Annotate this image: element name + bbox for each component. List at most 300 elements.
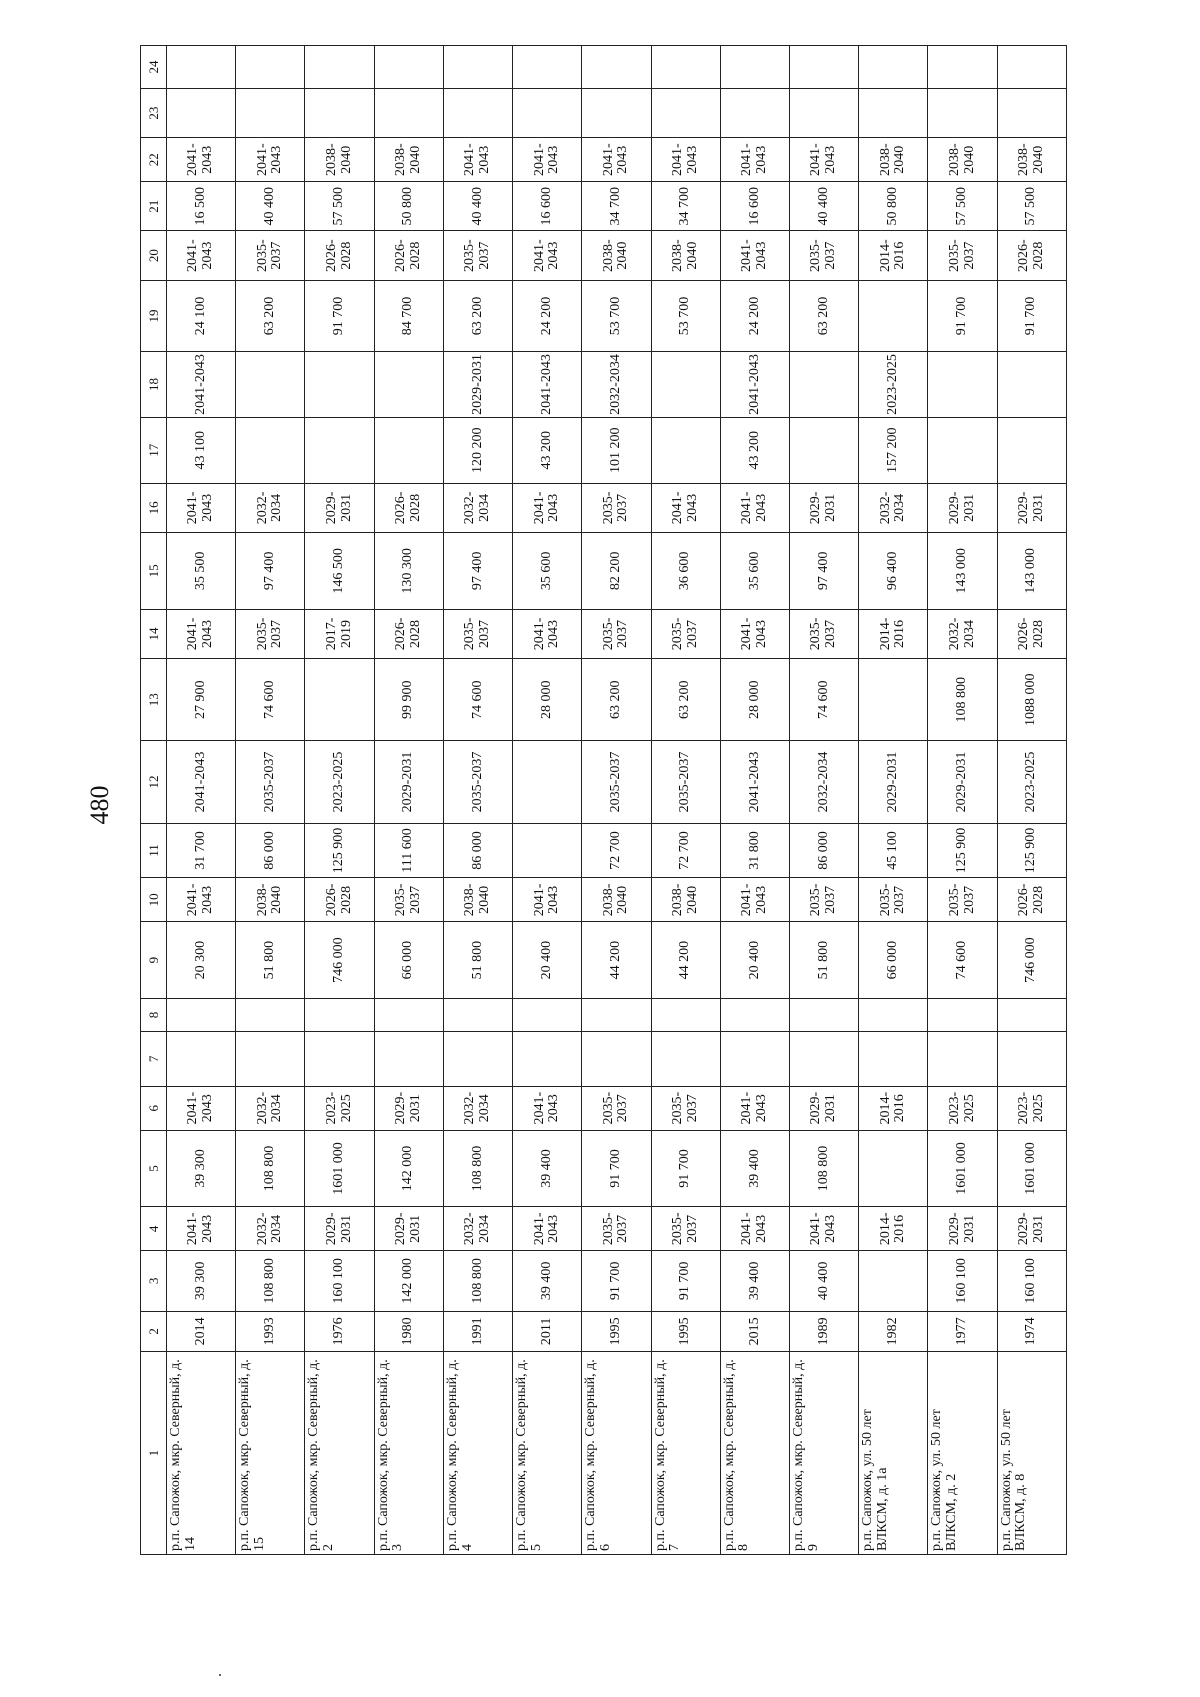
table-cell: 2041-2043 bbox=[167, 352, 236, 418]
table-cell: 16 600 bbox=[720, 182, 789, 231]
table-cell: 2041-2043 bbox=[513, 483, 582, 532]
table-cell bbox=[513, 741, 582, 823]
table-cell: 20 400 bbox=[720, 922, 789, 999]
table-cell: 2026-2028 bbox=[997, 231, 1066, 280]
table-cell: 2041-2043 bbox=[167, 483, 236, 532]
table-cell: 2041-2043 bbox=[513, 1207, 582, 1251]
table-cell bbox=[167, 999, 236, 1032]
table-cell: 2032-2034 bbox=[443, 1086, 512, 1130]
table-cell: 2023-2025 bbox=[997, 1086, 1066, 1130]
table-cell: 101 200 bbox=[582, 417, 651, 483]
table-cell bbox=[236, 417, 305, 483]
column-number-18: 18 bbox=[141, 352, 167, 418]
address-cell: р.п. Сапожок, мкр. Северный, д. 7 bbox=[651, 1352, 720, 1555]
table-cell: 40 400 bbox=[789, 182, 858, 231]
table-cell: 108 800 bbox=[236, 1251, 305, 1311]
table-cell: 2035-2037 bbox=[789, 878, 858, 922]
table-cell: 2038-2040 bbox=[582, 231, 651, 280]
table-cell: 2035-2037 bbox=[928, 878, 997, 922]
table-cell: 2038-2040 bbox=[305, 138, 374, 182]
table-cell bbox=[305, 352, 374, 418]
table-cell: 125 900 bbox=[997, 823, 1066, 878]
table-cell: 2014 bbox=[167, 1311, 236, 1352]
table-cell: 31 800 bbox=[720, 823, 789, 878]
table-cell: 63 200 bbox=[651, 659, 720, 741]
table-cell: 2035-2037 bbox=[236, 741, 305, 823]
table-cell bbox=[443, 999, 512, 1032]
table-cell: 2038-2040 bbox=[651, 878, 720, 922]
table-cell: 2032-2034 bbox=[928, 609, 997, 658]
table-cell: 2041-2043 bbox=[720, 609, 789, 658]
table-cell: 2035-2037 bbox=[582, 1086, 651, 1130]
address-cell: р.п. Сапожок, мкр. Северный, д. 4 bbox=[443, 1352, 512, 1555]
table-cell: 51 800 bbox=[236, 922, 305, 999]
table-cell: 1088 000 bbox=[997, 659, 1066, 741]
table-cell bbox=[859, 280, 928, 351]
table-cell: 39 300 bbox=[167, 1251, 236, 1311]
table-cell: 24 200 bbox=[720, 280, 789, 351]
table-cell bbox=[167, 1031, 236, 1086]
table-cell bbox=[859, 1130, 928, 1207]
table-cell bbox=[305, 88, 374, 137]
table-row bbox=[236, 46, 305, 1555]
table-cell: 2026-2028 bbox=[374, 483, 443, 532]
table-cell bbox=[582, 46, 651, 89]
address-cell: р.п. Сапожок, ул. 50 лет ВЛКСМ, д. 2 bbox=[928, 1352, 997, 1555]
table-cell bbox=[928, 46, 997, 89]
header-row bbox=[141, 46, 167, 1555]
table-row bbox=[997, 46, 1066, 1555]
table-cell: 2041-2043 bbox=[513, 878, 582, 922]
table-cell bbox=[443, 1031, 512, 1086]
table-cell: 91 700 bbox=[305, 280, 374, 351]
column-number-17: 17 bbox=[141, 417, 167, 483]
table-cell: 91 700 bbox=[582, 1251, 651, 1311]
table-cell: 74 600 bbox=[789, 659, 858, 741]
table-cell: 2041-2043 bbox=[789, 1207, 858, 1251]
table-cell: 2041-2043 bbox=[720, 1207, 789, 1251]
table-cell: 2026-2028 bbox=[374, 609, 443, 658]
table-cell: 2035-2037 bbox=[651, 1086, 720, 1130]
table-cell bbox=[651, 46, 720, 89]
table-cell: 160 100 bbox=[928, 1251, 997, 1311]
table-cell: 143 000 bbox=[997, 533, 1066, 610]
table-cell: 2029-2031 bbox=[443, 352, 512, 418]
table-cell: 2029-2031 bbox=[374, 1086, 443, 1130]
table-row bbox=[443, 46, 512, 1555]
table-cell: 2026-2028 bbox=[997, 878, 1066, 922]
table-cell: 40 400 bbox=[443, 182, 512, 231]
address-cell: р.п. Сапожок, мкр. Северный, д. 3 bbox=[374, 1352, 443, 1555]
table-cell: 51 800 bbox=[789, 922, 858, 999]
table-cell bbox=[789, 999, 858, 1032]
scan-speck bbox=[219, 1674, 221, 1676]
table-cell: 57 500 bbox=[928, 182, 997, 231]
address-cell: р.п. Сапожок, мкр. Северный, д. 2 bbox=[305, 1352, 374, 1555]
table-cell: 24 200 bbox=[513, 280, 582, 351]
table-cell: 74 600 bbox=[236, 659, 305, 741]
column-number-7: 7 bbox=[141, 1031, 167, 1086]
address-cell: р.п. Сапожок, ул. 50 лет ВЛКСМ, д. 1а bbox=[859, 1352, 928, 1555]
column-number-23: 23 bbox=[141, 88, 167, 137]
table-cell: 66 000 bbox=[374, 922, 443, 999]
column-number-12: 12 bbox=[141, 741, 167, 823]
table-row bbox=[582, 46, 651, 1555]
table-cell: 2029-2031 bbox=[374, 1207, 443, 1251]
table-cell bbox=[789, 352, 858, 418]
table-cell: 2041-2043 bbox=[167, 878, 236, 922]
table-cell: 2026-2028 bbox=[374, 231, 443, 280]
table-cell: 2041-2043 bbox=[720, 1086, 789, 1130]
table-cell: 2029-2031 bbox=[305, 483, 374, 532]
table-cell: 2035-2037 bbox=[236, 231, 305, 280]
table-cell: 2029-2031 bbox=[928, 483, 997, 532]
column-number-14: 14 bbox=[141, 609, 167, 658]
table-cell: 2032-2034 bbox=[582, 352, 651, 418]
table-cell bbox=[167, 88, 236, 137]
table-cell bbox=[513, 88, 582, 137]
table-cell: 2035-2037 bbox=[928, 231, 997, 280]
table-cell: 66 000 bbox=[859, 922, 928, 999]
table-cell: 63 200 bbox=[789, 280, 858, 351]
table-cell: 2029-2031 bbox=[928, 741, 997, 823]
table-cell: 2035-2037 bbox=[651, 741, 720, 823]
table-cell: 2014-2016 bbox=[859, 609, 928, 658]
table-cell bbox=[651, 999, 720, 1032]
table-cell bbox=[997, 352, 1066, 418]
table-cell: 2038-2040 bbox=[236, 878, 305, 922]
table-cell: 2038-2040 bbox=[997, 138, 1066, 182]
table-cell bbox=[374, 46, 443, 89]
table-cell: 2041-2043 bbox=[720, 741, 789, 823]
table-cell bbox=[720, 999, 789, 1032]
table-cell: 2023-2025 bbox=[997, 741, 1066, 823]
table-cell: 50 800 bbox=[859, 182, 928, 231]
table-cell: 2015 bbox=[720, 1311, 789, 1352]
table-cell bbox=[789, 417, 858, 483]
table-cell: 2035-2037 bbox=[236, 609, 305, 658]
table-cell bbox=[789, 88, 858, 137]
table-cell: 36 600 bbox=[651, 533, 720, 610]
table-cell: 1991 bbox=[443, 1311, 512, 1352]
table-cell: 44 200 bbox=[651, 922, 720, 999]
table-cell bbox=[859, 88, 928, 137]
table-cell: 108 800 bbox=[443, 1130, 512, 1207]
table-cell: 2041-2043 bbox=[167, 1207, 236, 1251]
table-cell bbox=[928, 1031, 997, 1086]
table-cell: 120 200 bbox=[443, 417, 512, 483]
table-cell: 2029-2031 bbox=[789, 483, 858, 532]
table-cell: 24 100 bbox=[167, 280, 236, 351]
address-cell: р.п. Сапожок, ул. 50 лет ВЛКСМ, д. 8 bbox=[997, 1352, 1066, 1555]
table-cell bbox=[236, 352, 305, 418]
table-cell: 2032-2034 bbox=[443, 1207, 512, 1251]
column-number-20: 20 bbox=[141, 231, 167, 280]
table-row bbox=[374, 46, 443, 1555]
table-cell: 108 800 bbox=[443, 1251, 512, 1311]
table-cell: 2035-2037 bbox=[443, 231, 512, 280]
table-cell: 108 800 bbox=[236, 1130, 305, 1207]
column-number-8: 8 bbox=[141, 999, 167, 1032]
table-cell: 35 500 bbox=[167, 533, 236, 610]
table-cell: 2041-2043 bbox=[236, 138, 305, 182]
table-cell bbox=[720, 46, 789, 89]
table-cell: 1976 bbox=[305, 1311, 374, 1352]
table-cell: 16 600 bbox=[513, 182, 582, 231]
table-cell: 2041-2043 bbox=[651, 138, 720, 182]
table-cell: 53 700 bbox=[651, 280, 720, 351]
table-cell: 1601 000 bbox=[997, 1130, 1066, 1207]
table-cell: 2041-2043 bbox=[167, 609, 236, 658]
table-cell: 2029-2031 bbox=[859, 741, 928, 823]
table-cell: 2011 bbox=[513, 1311, 582, 1352]
table-cell: 28 000 bbox=[513, 659, 582, 741]
table-cell: 2041-2043 bbox=[443, 138, 512, 182]
table-cell bbox=[859, 1031, 928, 1086]
table-cell bbox=[374, 999, 443, 1032]
table-cell: 16 500 bbox=[167, 182, 236, 231]
table-cell bbox=[928, 999, 997, 1032]
table-cell: 2026-2028 bbox=[305, 878, 374, 922]
table-cell: 53 700 bbox=[582, 280, 651, 351]
table-cell: 2041-2043 bbox=[167, 231, 236, 280]
table-row bbox=[167, 46, 236, 1555]
table-cell: 2041-2043 bbox=[513, 1086, 582, 1130]
table-cell: 2041-2043 bbox=[651, 483, 720, 532]
table-cell bbox=[928, 352, 997, 418]
table-cell: 2032-2034 bbox=[236, 1207, 305, 1251]
table-cell bbox=[305, 46, 374, 89]
table-cell: 39 400 bbox=[513, 1251, 582, 1311]
table-cell: 63 200 bbox=[443, 280, 512, 351]
table-cell: 39 400 bbox=[720, 1251, 789, 1311]
table-cell: 1982 bbox=[859, 1311, 928, 1352]
table-cell: 125 900 bbox=[928, 823, 997, 878]
table-cell: 35 600 bbox=[720, 533, 789, 610]
table-cell: 2035-2037 bbox=[582, 1207, 651, 1251]
table-cell: 43 200 bbox=[720, 417, 789, 483]
table-cell bbox=[859, 999, 928, 1032]
table-cell: 2026-2028 bbox=[997, 609, 1066, 658]
table-cell bbox=[443, 46, 512, 89]
table-cell bbox=[513, 1031, 582, 1086]
address-cell: р.п. Сапожок, мкр. Северный, д. 9 bbox=[789, 1352, 858, 1555]
table-cell: 39 400 bbox=[513, 1130, 582, 1207]
address-cell: р.п. Сапожок, мкр. Северный, д. 14 bbox=[167, 1352, 236, 1555]
table-cell bbox=[305, 1031, 374, 1086]
table-cell: 2041-2043 bbox=[720, 878, 789, 922]
table-cell bbox=[651, 352, 720, 418]
table-cell: 31 700 bbox=[167, 823, 236, 878]
table-cell bbox=[720, 1031, 789, 1086]
table-cell: 1974 bbox=[997, 1311, 1066, 1352]
table-cell: 2014-2016 bbox=[859, 1207, 928, 1251]
table-row bbox=[789, 46, 858, 1555]
table-cell: 34 700 bbox=[582, 182, 651, 231]
table-cell: 74 600 bbox=[928, 922, 997, 999]
table-cell: 99 900 bbox=[374, 659, 443, 741]
column-number-22: 22 bbox=[141, 138, 167, 182]
table-cell: 143 000 bbox=[928, 533, 997, 610]
table-row bbox=[651, 46, 720, 1555]
table-cell: 2029-2031 bbox=[997, 483, 1066, 532]
table-cell: 2035-2037 bbox=[789, 609, 858, 658]
table-cell: 746 000 bbox=[305, 922, 374, 999]
column-number-13: 13 bbox=[141, 659, 167, 741]
table-cell: 130 300 bbox=[374, 533, 443, 610]
table-cell: 40 400 bbox=[236, 182, 305, 231]
table-cell: 2041-2043 bbox=[513, 231, 582, 280]
table-cell: 746 000 bbox=[997, 922, 1066, 999]
table-cell: 27 900 bbox=[167, 659, 236, 741]
table-cell: 1601 000 bbox=[928, 1130, 997, 1207]
table-cell: 2032-2034 bbox=[236, 483, 305, 532]
page-number: 480 bbox=[85, 785, 114, 825]
table-cell: 2032-2034 bbox=[789, 741, 858, 823]
table-cell: 2038-2040 bbox=[928, 138, 997, 182]
data-table bbox=[140, 45, 1067, 1555]
address-cell: р.п. Сапожок, мкр. Северный, д. 15 bbox=[236, 1352, 305, 1555]
table-cell bbox=[236, 999, 305, 1032]
table-cell: 2035-2037 bbox=[443, 741, 512, 823]
table-cell: 2029-2031 bbox=[374, 741, 443, 823]
table-cell bbox=[651, 88, 720, 137]
table-cell: 28 000 bbox=[720, 659, 789, 741]
table-cell: 1980 bbox=[374, 1311, 443, 1352]
table-cell: 63 200 bbox=[236, 280, 305, 351]
column-number-4: 4 bbox=[141, 1207, 167, 1251]
table-cell: 43 100 bbox=[167, 417, 236, 483]
table-cell bbox=[997, 1031, 1066, 1086]
table-cell bbox=[374, 352, 443, 418]
rotated-table-container bbox=[140, 45, 1067, 1555]
column-number-24: 24 bbox=[141, 46, 167, 89]
table-cell bbox=[997, 46, 1066, 89]
table-cell: 2035-2037 bbox=[651, 1207, 720, 1251]
table-cell bbox=[513, 46, 582, 89]
table-cell: 86 000 bbox=[443, 823, 512, 878]
table-cell bbox=[374, 88, 443, 137]
table-cell: 2029-2031 bbox=[305, 1207, 374, 1251]
table-cell: 39 300 bbox=[167, 1130, 236, 1207]
table-cell: 97 400 bbox=[236, 533, 305, 610]
table-cell bbox=[374, 417, 443, 483]
table-cell: 160 100 bbox=[305, 1251, 374, 1311]
table-cell: 2029-2031 bbox=[997, 1207, 1066, 1251]
table-cell: 40 400 bbox=[789, 1251, 858, 1311]
column-number-11: 11 bbox=[141, 823, 167, 878]
table-cell: 2023-2025 bbox=[859, 352, 928, 418]
table-cell: 74 600 bbox=[443, 659, 512, 741]
table-cell: 2041-2043 bbox=[513, 609, 582, 658]
table-cell: 20 400 bbox=[513, 922, 582, 999]
table-cell: 2041-2043 bbox=[720, 231, 789, 280]
table-cell bbox=[789, 1031, 858, 1086]
table-cell: 111 600 bbox=[374, 823, 443, 878]
table-cell: 72 700 bbox=[582, 823, 651, 878]
table-cell: 2035-2037 bbox=[651, 609, 720, 658]
table-cell: 34 700 bbox=[651, 182, 720, 231]
table-cell bbox=[789, 46, 858, 89]
table-cell: 44 200 bbox=[582, 922, 651, 999]
table-cell: 2041-2043 bbox=[582, 138, 651, 182]
table-cell: 2035-2037 bbox=[582, 741, 651, 823]
table-row bbox=[720, 46, 789, 1555]
table-cell: 2035-2037 bbox=[789, 231, 858, 280]
table-cell bbox=[859, 1251, 928, 1311]
table-cell bbox=[305, 659, 374, 741]
table-cell: 2035-2037 bbox=[582, 609, 651, 658]
table-cell bbox=[582, 999, 651, 1032]
table-cell: 86 000 bbox=[236, 823, 305, 878]
table-cell: 51 800 bbox=[443, 922, 512, 999]
column-number-3: 3 bbox=[141, 1251, 167, 1311]
table-cell: 142 000 bbox=[374, 1251, 443, 1311]
table-row bbox=[305, 46, 374, 1555]
table-cell: 2041-2043 bbox=[167, 1086, 236, 1130]
table-cell: 2038-2040 bbox=[859, 138, 928, 182]
table-cell: 2035-2037 bbox=[374, 878, 443, 922]
table-cell: 157 200 bbox=[859, 417, 928, 483]
table-cell: 2041-2043 bbox=[167, 741, 236, 823]
column-number-5: 5 bbox=[141, 1130, 167, 1207]
table-cell: 91 700 bbox=[651, 1130, 720, 1207]
table-cell: 86 000 bbox=[789, 823, 858, 878]
table-cell: 20 300 bbox=[167, 922, 236, 999]
address-cell: р.п. Сапожок, мкр. Северный, д. 6 bbox=[582, 1352, 651, 1555]
table-cell: 91 700 bbox=[997, 280, 1066, 351]
table-cell bbox=[859, 659, 928, 741]
table-cell: 96 400 bbox=[859, 533, 928, 610]
table-cell bbox=[167, 46, 236, 89]
table-cell: 91 700 bbox=[651, 1251, 720, 1311]
column-number-19: 19 bbox=[141, 280, 167, 351]
table-cell: 2026-2028 bbox=[305, 231, 374, 280]
table-cell: 1995 bbox=[651, 1311, 720, 1352]
table-cell: 2041-2043 bbox=[720, 352, 789, 418]
table-cell bbox=[997, 88, 1066, 137]
column-number-1: 1 bbox=[141, 1352, 167, 1555]
table-cell: 45 100 bbox=[859, 823, 928, 878]
table-cell bbox=[997, 417, 1066, 483]
table-row bbox=[928, 46, 997, 1555]
table-cell: 2035-2037 bbox=[582, 483, 651, 532]
column-number-6: 6 bbox=[141, 1086, 167, 1130]
table-cell: 2023-2025 bbox=[305, 741, 374, 823]
table-cell: 2032-2034 bbox=[859, 483, 928, 532]
table-cell: 2032-2034 bbox=[443, 483, 512, 532]
table-cell: 2038-2040 bbox=[374, 138, 443, 182]
column-number-9: 9 bbox=[141, 922, 167, 999]
table-cell bbox=[236, 88, 305, 137]
table-cell: 1995 bbox=[582, 1311, 651, 1352]
table-cell: 97 400 bbox=[443, 533, 512, 610]
table-cell: 2029-2031 bbox=[789, 1086, 858, 1130]
table-cell: 2041-2043 bbox=[167, 138, 236, 182]
column-number-21: 21 bbox=[141, 182, 167, 231]
table-cell: 2038-2040 bbox=[651, 231, 720, 280]
table-cell: 125 900 bbox=[305, 823, 374, 878]
table-cell: 2041-2043 bbox=[513, 352, 582, 418]
table-cell bbox=[443, 88, 512, 137]
table-cell: 50 800 bbox=[374, 182, 443, 231]
address-cell: р.п. Сапожок, мкр. Северный, д. 8 bbox=[720, 1352, 789, 1555]
table-cell bbox=[720, 88, 789, 137]
table-cell: 57 500 bbox=[305, 182, 374, 231]
table-cell: 2038-2040 bbox=[443, 878, 512, 922]
table-cell: 2041-2043 bbox=[720, 483, 789, 532]
table-cell bbox=[236, 46, 305, 89]
